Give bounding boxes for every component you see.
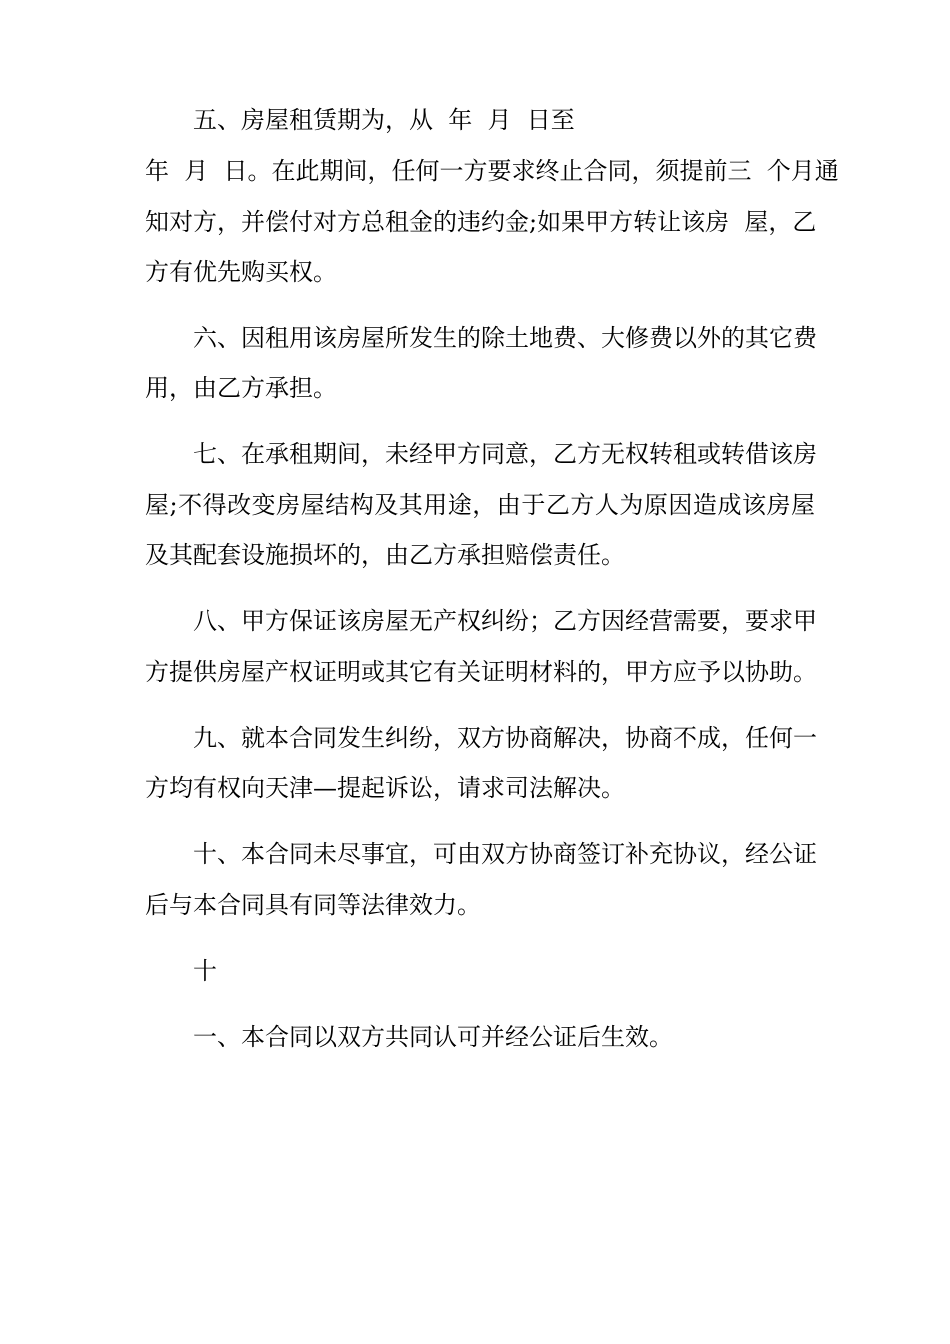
clause-10-line-1: 十、本合同未尽事宜，可由双方协商签订补充协议，经公证 <box>193 840 817 868</box>
clause-11-number: 十 <box>193 957 217 985</box>
clause-8-line-1: 八、甲方保证该房屋无产权纠纷；乙方因经营需要，要求甲 <box>193 607 817 635</box>
clause-8-line-2: 方提供房屋产权证明或其它有关证明材料的，甲方应予以协助。 <box>145 658 817 686</box>
clause-6-line-1: 六、因租用该房屋所发生的除土地费、大修费以外的其它费 <box>193 324 817 352</box>
clause-5-line-1: 五、房屋租赁期为，从 年 月 日至 <box>193 106 575 134</box>
clause-9-line-2: 方均有权向天津—提起诉讼，请求司法解决。 <box>145 774 625 802</box>
clause-6-line-2: 用，由乙方承担。 <box>145 374 337 402</box>
clause-5-line-3: 知对方，并偿付对方总租金的违约金;如果甲方转让该房 屋，乙 <box>145 208 817 236</box>
clause-7-line-1: 七、在承租期间，未经甲方同意，乙方无权转租或转借该房 <box>193 440 817 468</box>
clause-10-line-2: 后与本合同具有同等法律效力。 <box>145 891 481 919</box>
clause-5-line-2: 年 月 日。在此期间，任何一方要求终止合同，须提前三 个月通 <box>145 157 839 185</box>
clause-7-line-2: 屋;不得改变房屋结构及其用途，由于乙方人为原因造成该房屋 <box>145 491 815 519</box>
clause-9-line-1: 九、就本合同发生纠纷，双方协商解决，协商不成，任何一 <box>193 724 817 752</box>
clause-7-line-3: 及其配套设施损坏的，由乙方承担赔偿责任。 <box>145 541 625 569</box>
clause-11-line-1: 一、本合同以双方共同认可并经公证后生效。 <box>193 1023 673 1051</box>
clause-5-line-4: 方有优先购买权。 <box>145 258 337 286</box>
